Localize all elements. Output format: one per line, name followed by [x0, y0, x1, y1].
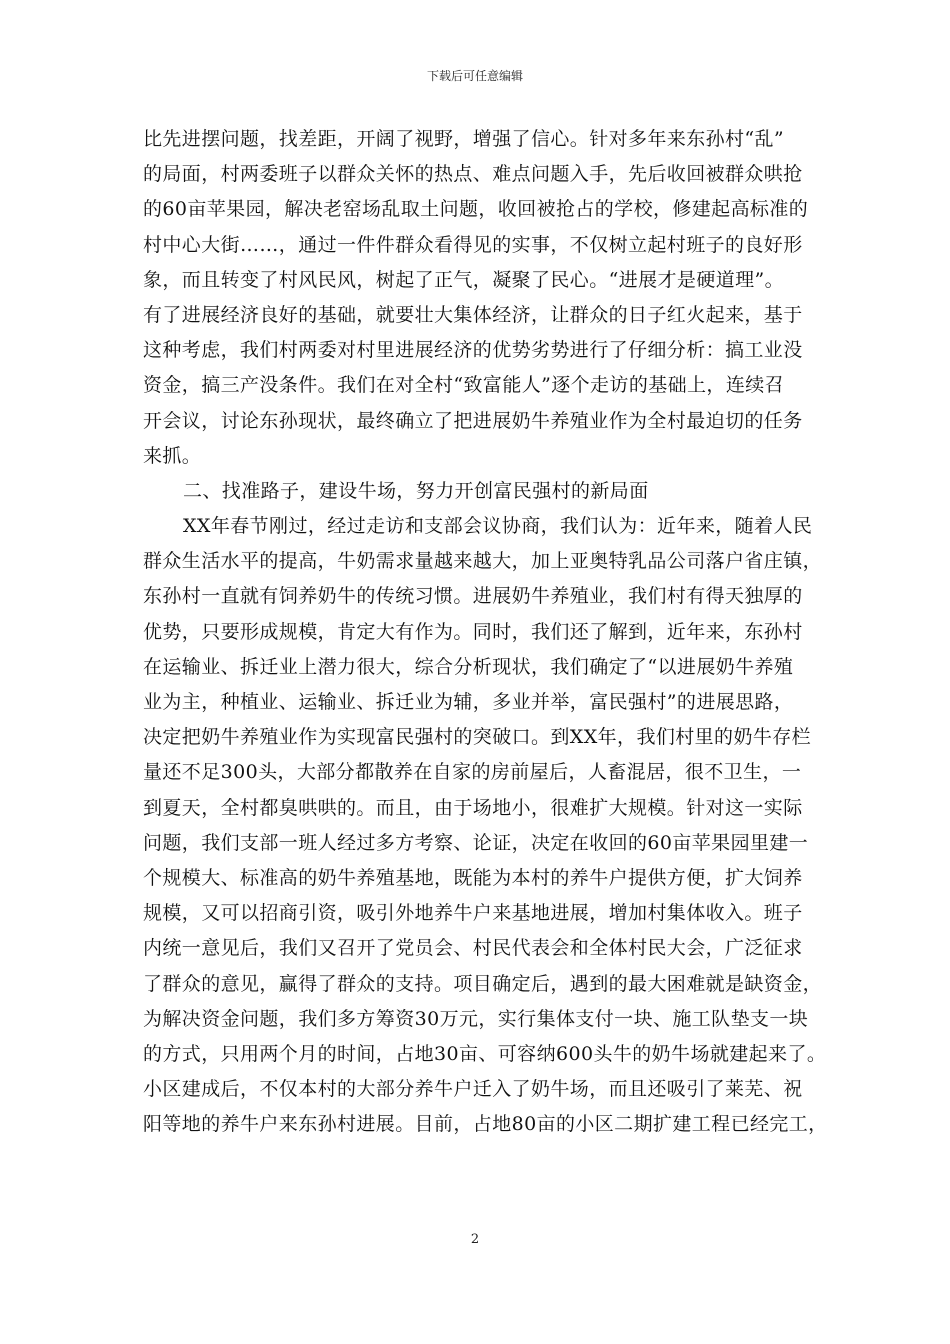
document-body — [143, 122, 828, 1142]
text-line-23: 规模，又可以招商引资，吸引外地养牛户来基地进展，增加村集体收入。班子 — [143, 902, 803, 925]
text-line-9: 开会议，讨论东孙现状，最终确立了把进展奶牛养殖业作为全村最迫切的任务 — [143, 409, 803, 432]
text-line-8: 资金，搞三产没条件。我们在对全村“致富能人”逐个走访的基础上，连续召 — [143, 374, 785, 397]
text-line-22: 个规模大、标准高的奶牛养殖基地，既能为本村的养牛户提供方便，扩大饲养 — [143, 866, 803, 889]
text-line-18: 决定把奶牛养殖业作为实现富民强村的突破口。到XX年，我们村里的奶牛存栏 — [143, 726, 812, 749]
page-number: 2 — [470, 1232, 480, 1247]
text-line-21: 问题，我们支部一班人经过多方考察、论证，决定在收回的60亩苹果园里建一 — [143, 831, 809, 854]
text-line-20: 到夏天，全村都臭哄哄的。而且，由于场地小，很难扩大规模。针对这一实际 — [143, 796, 803, 819]
text-line-7: 这种考虑，我们村两委对村里进展经济的优势劣势进行了仔细分析：搞工业没 — [143, 339, 803, 362]
section-heading: 二、找准路子，建设牛场，努力开创富民强村的新局面 — [183, 479, 649, 502]
text-line-24: 内统一意见后，我们又召开了党员会、村民代表会和全体村民大会，广泛征求 — [143, 937, 803, 960]
text-line-25: 了群众的意见，赢得了群众的支持。项目确定后，遇到的最大困难就是缺资金， — [143, 972, 823, 995]
text-line-15: 优势，只要形成规模，肯定大有作为。同时，我们还了解到，近年来，东孙村 — [143, 620, 803, 643]
text-line-27: 的方式，只用两个月的时间，占地30亩、可容纳600头牛的奶牛场就建起来了。 — [143, 1042, 827, 1065]
text-line-29: 阳等地的养牛户来东孙村进展。目前，占地80亩的小区二期扩建工程已经完工， — [143, 1113, 828, 1136]
text-line-1: 比先进摆问题，找差距，开阔了视野，增强了信心。针对多年来东孙村“乱” — [143, 128, 785, 150]
text-line-19: 量还不足300头，大部分都散养在自家的房前屋后，人畜混居，很不卫生，一 — [143, 761, 802, 784]
text-line-2: 的局面，村两委班子以群众关怀的热点、难点问题入手，先后收回被群众哄抢 — [143, 163, 803, 186]
text-line-10: 来抓。 — [143, 444, 202, 467]
text-line-14: 东孙村一直就有饲养奶牛的传统习惯。进展奶牛养殖业，我们村有得天独厚的 — [143, 585, 803, 608]
text-line-16: 在运输业、拆迁业上潜力很大，综合分析现状，我们确定了“以进展奶牛养殖 — [143, 655, 794, 678]
text-line-4: 村中心大街……，通过一件件群众看得见的实事，不仅树立起村班子的良好形 — [143, 233, 803, 256]
page-header: 下载后可任意编辑 — [426, 69, 523, 83]
text-line-26: 为解决资金问题，我们多方筹资30万元，实行集体支付一块、施工队垫支一块 — [143, 1007, 809, 1030]
text-line-3: 的60亩苹果园，解决老窑场乱取土问题，收回被抢占的学校，修建起高标准的 — [143, 198, 809, 221]
text-line-6: 有了进展经济良好的基础，就要壮大集体经济，让群众的日子红火起来，基于 — [143, 303, 803, 326]
text-line-17: 业为主，种植业、运输业、拆迁业为辅，多业并举，富民强村”的进展思路， — [143, 691, 794, 713]
text-line-28: 小区建成后，不仅本村的大部分养牛户迁入了奶牛场，而且还吸引了莱芜、祝 — [143, 1078, 803, 1101]
text-line-12: XX年春节刚过，经过走访和支部会议协商，我们认为：近年来，随着人民 — [183, 515, 813, 538]
text-line-5: 象，而且转变了村风民风，树起了正气，凝聚了民心。“进展才是硬道理”。 — [143, 268, 785, 291]
text-line-13: 群众生活水平的提高，牛奶需求量越来越大，加上亚奥特乳品公司落户省庄镇， — [143, 550, 823, 573]
